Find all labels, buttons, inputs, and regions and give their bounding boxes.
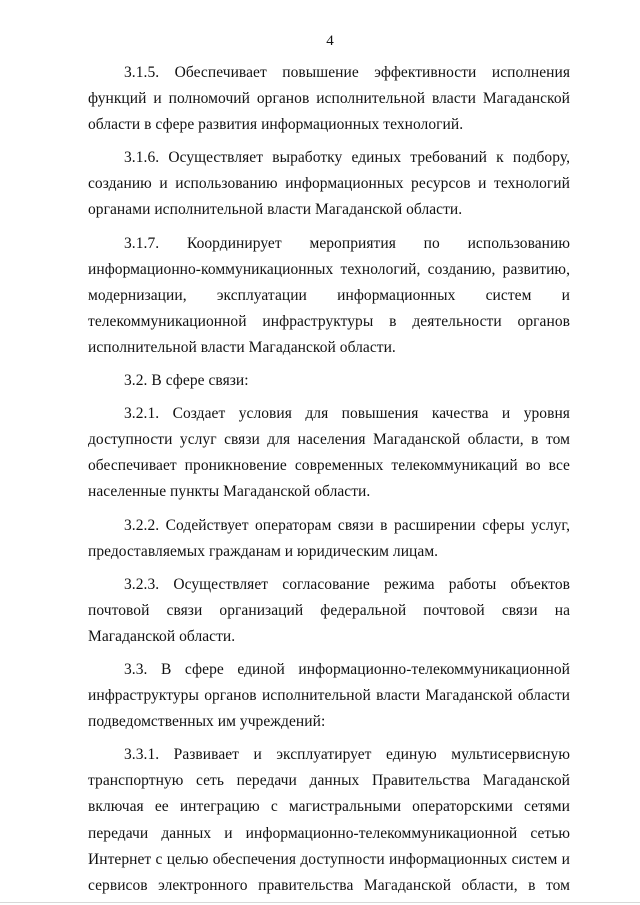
text-line: транспортную сеть передачи данных Правительства Магаданской [88,772,570,790]
text-line: подведомственных им учреждений: [88,713,326,731]
text-line: предоставляемых гражданам и юридическим лицам. [88,542,439,560]
text-line: сервисов электронного правительства Магаданской области, в том [88,876,570,894]
text-line: 3.1.5. Обеспечивает повышение эффективности исполнения [124,64,570,81]
text-line: созданию и использованию информационных ресурсов и технологий [88,175,570,193]
text-line: 3.1.6. Осуществляет выработку единых требований к подбору, [124,149,570,167]
text-line: 3.2.2. Содействует операторам связи в расширении сферы услуг, [124,516,570,534]
paragraph-3-2-3 [88,572,570,650]
text-line: органами исполнительной власти Магаданской области. [88,201,463,219]
text-line: функций и полномочий органов исполнительной власти Магаданской [88,90,570,108]
text-line: области в сфере развития информационных технологий. [88,116,464,134]
section-heading-3-3 [88,657,570,735]
paragraph-3-2-1 [88,401,570,505]
text-line: 3.1.7. Координирует мероприятия по использованию [124,234,570,252]
text-line: доступности услуг связи для населения Магаданской области, в том [88,431,570,449]
document-body [88,60,570,899]
text-line: передачи данных и информационно-телекоммуникационной сетью [88,824,570,842]
paragraph-3-1-6 [88,145,570,223]
page-number: 4 [326,33,334,49]
text-line: почтовой связи организаций федеральной почтовой связи на [88,601,570,619]
text-line: 3.2. В сфере связи: [124,372,249,390]
text-line: 3.3. В сфере единой информационно-телекоммуникационной [124,660,570,678]
section-heading-3-2 [88,368,570,394]
paragraph-3-1-5 [88,60,570,138]
text-line: включая ее интеграцию с магистральными операторскими сетями [88,798,570,816]
text-line: модернизации, эксплуатации информационных систем и [88,286,570,304]
paragraph-3-3-1 [88,742,570,899]
text-line: инфраструктуры органов исполнительной власти Магаданской области [88,687,570,705]
text-line: исполнительной власти Магаданской области. [88,338,396,356]
text-line: телекоммуникационной инфраструктуры в деятельности органов [88,312,570,330]
text-line: 3.2.1. Создает условия для повышения качества и уровня [124,405,570,423]
text-line: Интернет с целью обеспечения доступности информационных систем и [88,850,570,868]
text-line: Магаданской области. [88,627,236,645]
paragraph-3-2-2 [88,513,570,565]
text-line: 3.2.3. Осуществляет согласование режима работы объектов [124,575,570,593]
text-line: обеспечивает проникновение современных телекоммуникаций во все [88,457,570,475]
paragraph-3-1-7 [88,231,570,361]
page-bottom-edge [0,902,640,903]
text-line: 3.3.1. Развивает и эксплуатирует единую мультисервисную [124,746,570,764]
text-line: населенные пункты Магаданской области. [88,483,371,501]
text-line: информационно-коммуникационных технологий, созданию, развитию, [88,260,570,278]
